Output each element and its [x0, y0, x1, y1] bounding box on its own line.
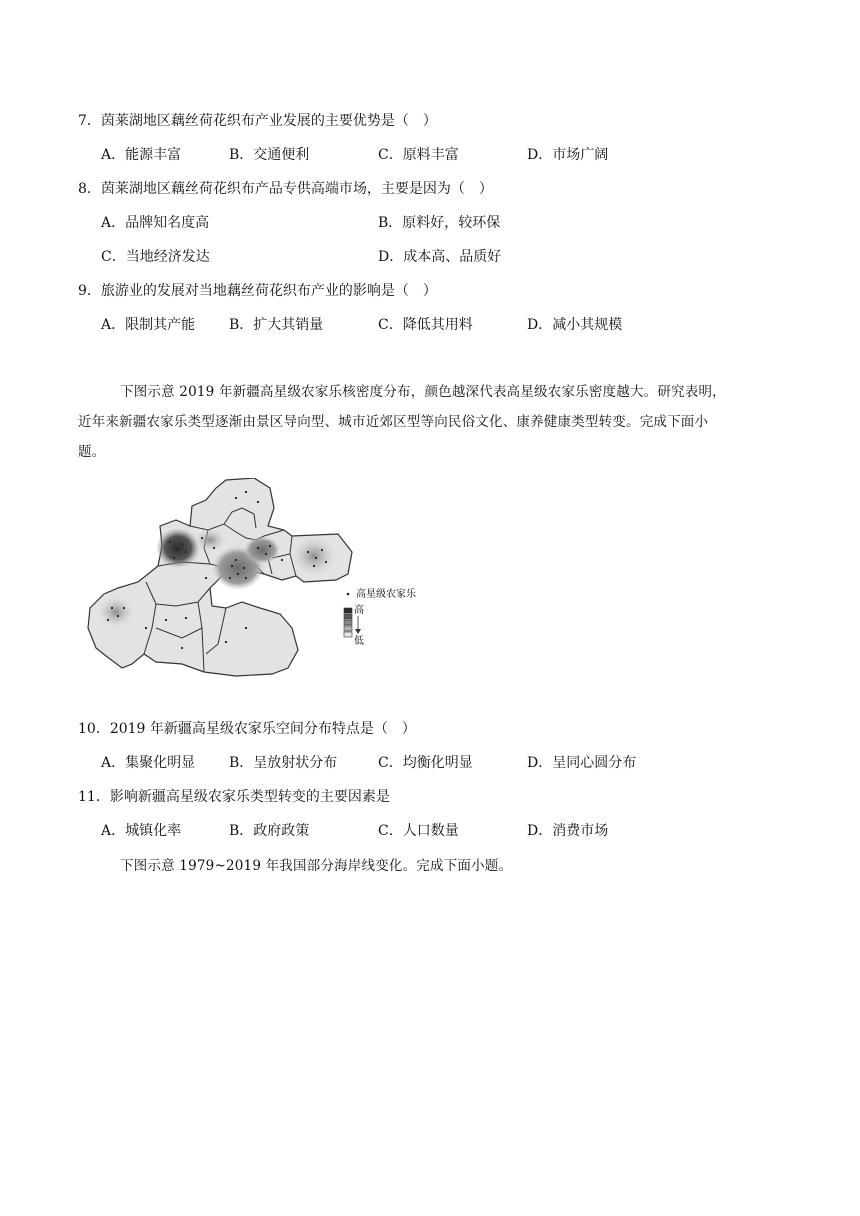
question-8-stem: 8．茵莱湖地区藕丝荷花织布产品专供高端市场，主要是因为（ ）	[78, 181, 493, 197]
q10-option-c: C．均衡化明显	[378, 755, 473, 771]
hotspot-ili	[156, 528, 200, 568]
q10-option-b: B．呈放射状分布	[229, 755, 338, 771]
question-9-stem: 9．旅游业的发展对当地藕丝荷花织布产业的影响是（ ）	[78, 283, 437, 299]
q11-option-d: D．消费市场	[527, 823, 609, 839]
legend-swatch-5	[344, 632, 352, 637]
legend-low-label: 低	[354, 636, 364, 647]
q7-option-c: C．原料丰富	[378, 147, 459, 163]
hotspot-turpan	[244, 536, 280, 564]
q8-option-c: C．当地经济发达	[101, 249, 210, 265]
q8-option-a: A．品牌知名度高	[101, 215, 210, 231]
legend-swatch-2	[344, 614, 352, 619]
hotspot-shihezi	[194, 528, 226, 552]
q9-option-a: A．限制其产能	[101, 317, 196, 333]
q11-option-c: C．人口数量	[378, 823, 459, 839]
legend-point-label: 高星级农家乐	[356, 589, 416, 600]
q9-option-d: D．减小其规模	[527, 317, 623, 333]
q8-option-d: D．成本高、品质好	[378, 249, 502, 265]
q7-option-d: D．市场广阔	[527, 147, 609, 163]
hotspot-kashgar	[98, 596, 134, 628]
q7-option-b: B．交通便利	[229, 147, 310, 163]
q11-option-a: A．城镇化率	[101, 823, 182, 839]
q10-option-a: A．集聚化明显	[101, 755, 196, 771]
legend-high-label: 高	[354, 605, 364, 616]
q7-option-a: A．能源丰富	[101, 147, 182, 163]
legend-arrow-head	[355, 629, 361, 634]
q11-option-b: B．政府政策	[229, 823, 310, 839]
q10-option-d: D．呈同心圆分布	[527, 755, 637, 771]
legend-swatch-1	[344, 608, 352, 613]
q9-option-b: B．扩大其销量	[229, 317, 324, 333]
q8-option-b: B．原料好，较环保	[378, 215, 501, 231]
legend-point-marker	[347, 593, 350, 596]
legend-swatch-3	[344, 620, 352, 625]
xinjiang-density-map	[86, 478, 438, 678]
hotspot-hami	[292, 536, 336, 576]
legend-swatch-4	[344, 626, 352, 631]
question-7-stem: 7．茵莱湖地区藕丝荷花织布产业发展的主要优势是（ ）	[78, 113, 437, 129]
q9-option-c: C．降低其用料	[378, 317, 473, 333]
passage-line: 下图示意 1979~2019 年我国部分海岸线变化。完成下面小题。	[120, 858, 513, 874]
question-11-stem: 11．影响新疆高星级农家乐类型转变的主要因素是	[78, 789, 390, 805]
passage-coastline	[78, 851, 782, 881]
passage-line: 下图示意 2019 年新疆高星级农家乐核密度分布，颜色越深代表高星级农家乐密度越大。研究表明，	[120, 384, 726, 400]
map-legend	[344, 587, 417, 647]
passage-xinjiang	[78, 377, 782, 467]
passage-line: 题。	[78, 444, 106, 460]
passage-line: 近年来新疆农家乐类型逐渐由景区导向型、城市近郊区型等向民俗文化、康养健康类型转变。完成下面小	[78, 414, 709, 430]
question-10-stem: 10．2019 年新疆高星级农家乐空间分布特点是（ ）	[78, 721, 416, 737]
